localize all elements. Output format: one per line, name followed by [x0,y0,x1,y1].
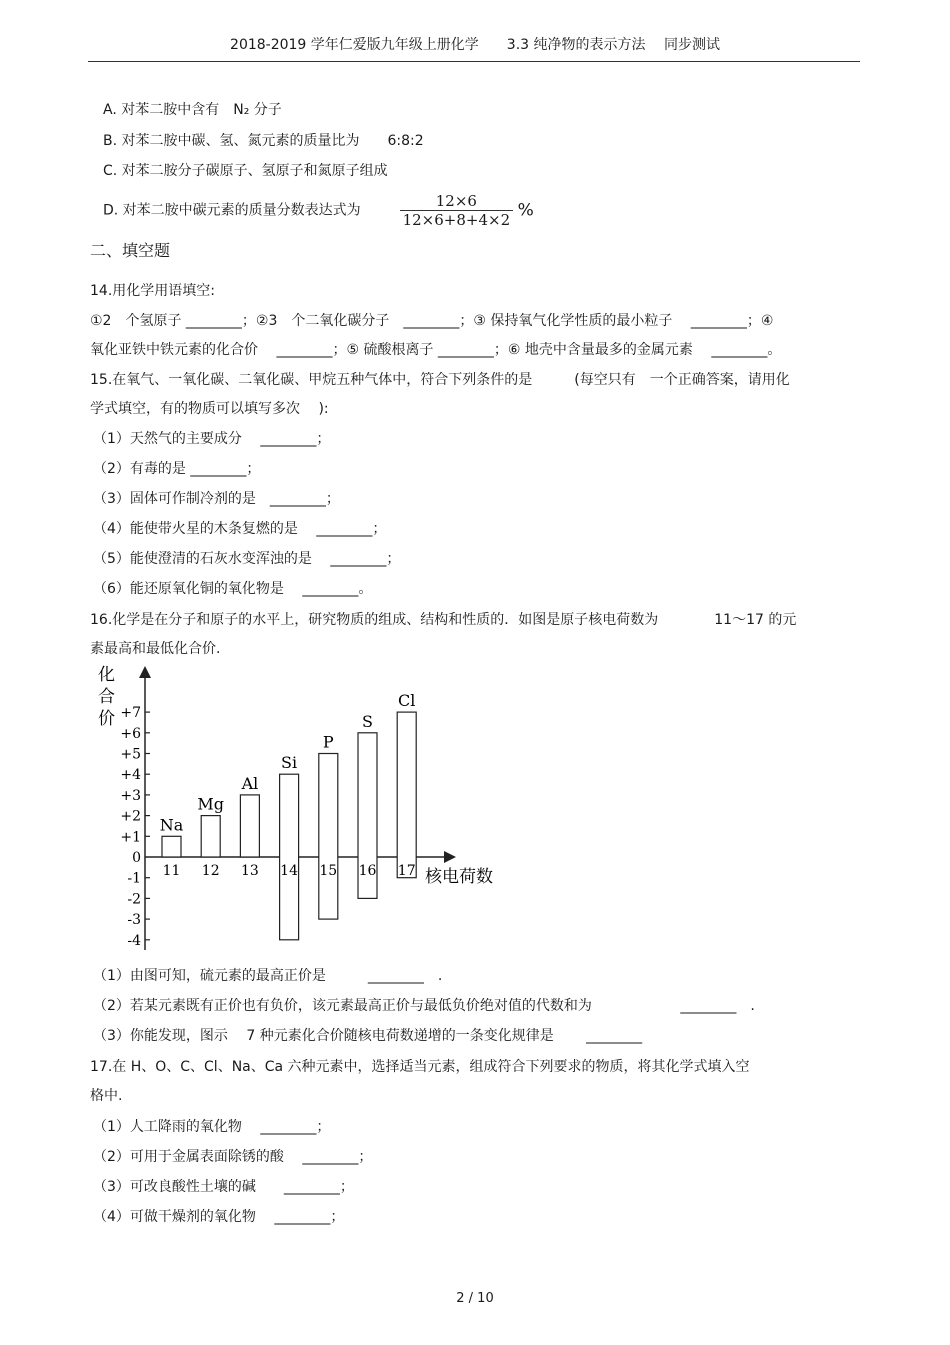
element-label: Al [241,773,259,793]
header-divider [88,61,860,62]
y-tick-label: +3 [120,787,141,804]
q13-option-d-text: D. 对苯二胺中碳元素的质量分数表达式为 [103,202,361,219]
q15-item-6: （6）能还原氧化铜的氧化物是 ________。 [93,581,373,597]
q15-line-1: 15.在氧气、一氧化碳、二氧化碳、甲烷五种气体中，符合下列条件的是 (每空只有 一个正确答案，请用化 [90,372,790,388]
y-tick-label: -4 [127,932,141,949]
valence-bar [201,816,220,857]
page-number: 2 / 10 [456,1291,494,1306]
q15-item-5: （5）能使澄清的石灰水变浑浊的是 ________； [93,551,401,567]
page-header: 2018-2019 学年仁爱版九年级上册化学 3.3 纯净物的表示方法 同步测试 [230,37,720,53]
x-tick-label: 13 [240,863,259,879]
x-tick-label: 12 [201,863,220,879]
q15-item-4: （4）能使带火星的木条复燃的是 ________； [93,521,387,537]
q15-item-2: （2）有毒的是 ________； [93,461,261,477]
q16-item-2: （2）若某元素既有正价也有负价，该元素最高正价与最低负价绝对值的代数和为 ________ . [93,998,755,1014]
valence-bar [397,712,416,878]
valence-chart [90,658,510,963]
q17-item-3: （3）可改良酸性土壤的碱 ________； [93,1179,354,1195]
q13-option-c: C. 对苯二胺分子碳原子、氢原子和氮原子组成 [103,163,388,179]
q14-line-2: 氧化亚铁中铁元素的化合价 ________；⑤ 硫酸根离子 ________；⑥ 地壳中含量最多的金属元素 ________。 [90,342,782,358]
y-tick-label: -1 [127,870,141,887]
y-axis-label-char: 价 [98,709,115,729]
q13-option-a: A. 对苯二胺中含有 N₂ 分子 [103,102,282,118]
q15-line-2: 学式填空，有的物质可以填写多次 ): [90,401,329,417]
mass-fraction-formula [400,192,514,229]
q16-item-1: （1）由图可知，硫元素的最高正价是 ________ . [93,968,443,984]
q16-item-3: （3）你能发现，图示 7 种元素化合价随核电荷数递增的一条变化规律是 ________ [93,1028,643,1044]
q16-line-1: 16.化学是在分子和原子的水平上，研究物质的组成、结构和性质的．如图是原子核电荷数为 11～17 的元 [90,612,797,628]
percent-sign: % [517,200,534,221]
q14-line-1: ①2 个氢原子 ________；②3 个二氧化碳分子 ________；③ 保持氧气化学性质的最小粒子 ________；④ [90,313,774,329]
y-tick-label: +1 [120,829,141,846]
valence-bar [240,795,259,857]
valence-bar [162,836,181,857]
q17-item-1: （1）人工降雨的氧化物 ________； [93,1119,331,1135]
q17-line-2: 格中. [90,1088,123,1104]
q13-option-b: B. 对苯二胺中碳、氢、氮元素的质量比为 6:8:2 [103,133,424,149]
q15-item-3: （3）固体可作制冷剂的是 ________； [93,491,340,507]
y-axis-label [98,665,115,729]
y-tick-label: -2 [127,891,141,908]
q14-stem: 14.用化学用语填空: [90,283,215,299]
q17-item-2: （2）可用于金属表面除锈的酸 ________； [93,1149,373,1165]
x-tick-label: 16 [358,863,377,879]
element-label: Mg [197,794,225,814]
section-title-fill-in: 二、填空题 [90,241,171,260]
q15-item-1: （1）天然气的主要成分 ________； [93,431,331,447]
y-tick-label: +4 [120,767,141,784]
q17-item-4: （4）可做干燥剂的氧化物 ________； [93,1209,345,1225]
valence-bar [280,774,299,940]
element-label: S [362,711,373,731]
x-tick-label: 11 [162,863,181,879]
fraction-denominator: 12×6+8+4×2 [402,211,511,229]
y-axis-label-char: 化 [98,665,115,685]
y-axis-label-char: 合 [98,687,115,707]
x-axis-label: 核电荷数 [425,867,493,887]
y-tick-label: +2 [120,808,141,825]
fraction-numerator: 12×6 [400,192,514,211]
element-label: P [322,732,334,752]
x-tick-label: 15 [319,863,338,879]
x-tick-label: 14 [280,863,299,879]
y-tick-label: 0 [132,850,141,866]
element-label: Na [159,815,184,835]
q17-line-1: 17.在 H、O、C、Cl、Na、Ca 六种元素中，选择适当元素，组成符合下列要求的物质，将其化学式填入空 [90,1059,750,1075]
q16-line-2: 素最高和最低化合价. [90,641,221,657]
y-tick-label: +6 [120,725,141,742]
y-tick-label: +5 [120,746,141,763]
y-tick-label: -3 [127,912,141,929]
element-label: Si [281,753,298,773]
q13-option-d [103,192,534,229]
x-tick-label: 17 [397,863,416,879]
valence-bar [319,754,338,920]
element-label: Cl [398,691,416,711]
y-tick-label: +7 [120,705,141,722]
